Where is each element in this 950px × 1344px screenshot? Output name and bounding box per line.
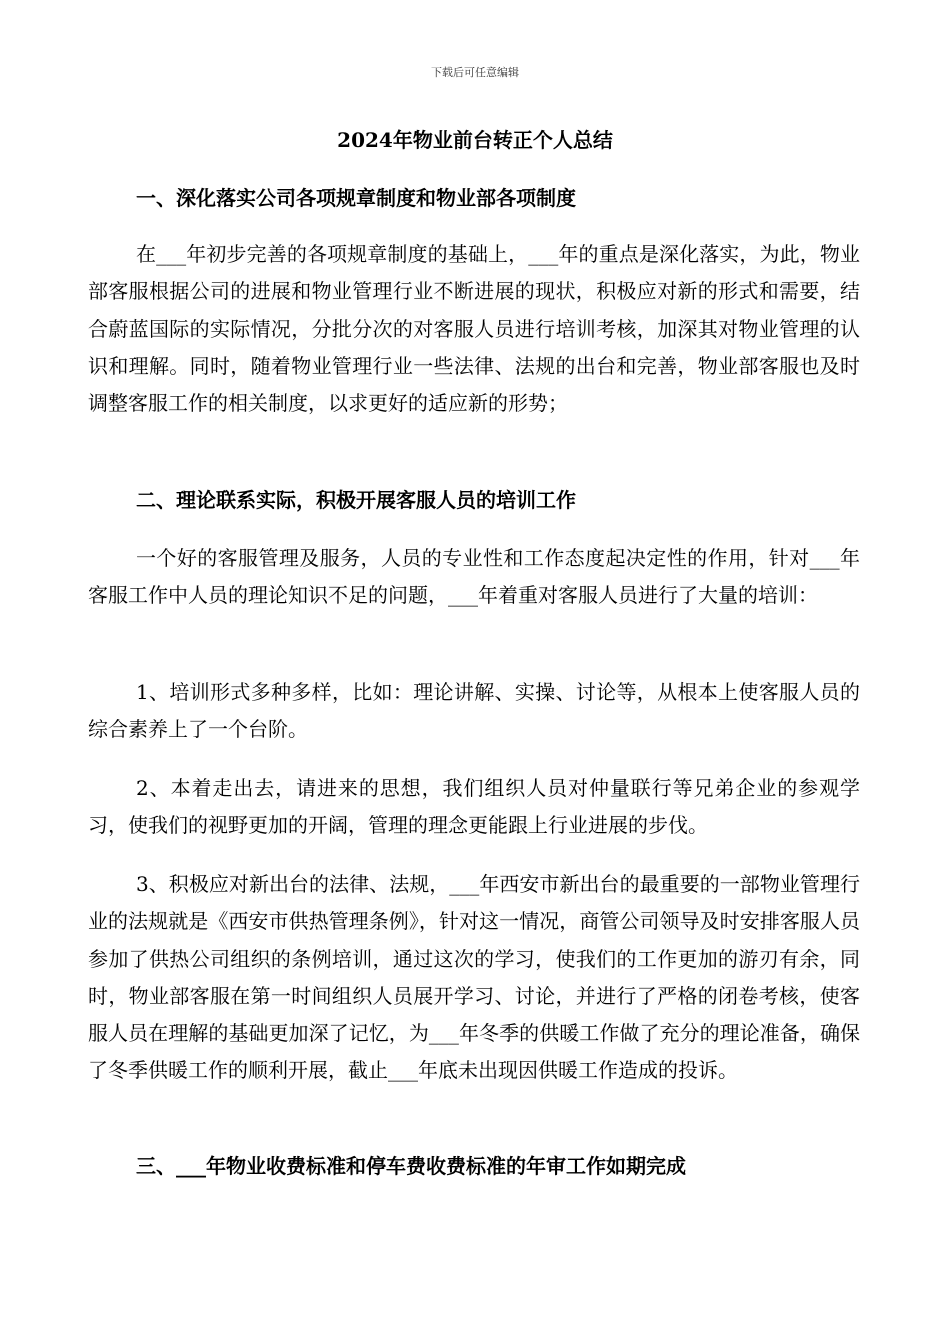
header-note: 下载后可任意编辑 xyxy=(431,66,519,79)
paragraph-1: 在___年初步完善的各项规章制度的基础上，___年的重点是深化落实，为此，物业部客服根据公司的进展和物业管理行业不断进展的现状，积极应对新的形式和需要，结合蔚蓝国际的实际情况，分批分次的对客服人员进行培训考核，加深其对物业管理的认识和理解。同时，随着物业管理行业一些法律、法规的出台和完善，物业部客服也及时调整客服工作的相关制度，以求更好的适应新的形势； xyxy=(88,242,860,416)
document-title: 2024年物业前台转正个人总结 xyxy=(337,128,613,152)
section-heading-2: 二、理论联系实际，积极开展客服人员的培训工作 xyxy=(136,488,576,512)
list-item-3: 3、积极应对新出台的法律、法规，___年西安市新出台的最重要的一部物业管理行业的法规就是《西安市供热管理条例》，针对这一情况，商管公司领导及时安排客服人员参加了供热公司组织的条例培训，通过这次的学习，使我们的工作更加的游刃有余，同时，物业部客服在第一时间组织人员展开学习、讨论，并进行了严格的闭卷考核，使客服人员在理解的基础更加深了记忆，为___年冬季的供暖工作做了充分的理论准备，确保了冬季供暖工作的顺利开展，截止___年底未出现因供暖工作造成的投诉。 xyxy=(88,872,860,1083)
paragraph-2: 一个好的客服管理及服务，人员的专业性和工作态度起决定性的作用，针对___年客服工作中人员的理论知识不足的问题，___年着重对客服人员进行了大量的培训： xyxy=(88,546,860,608)
section-heading-3: 三、___年物业收费标准和停车费收费标准的年审工作如期完成 xyxy=(136,1154,686,1178)
list-item-2: 2、本着走出去，请进来的思想，我们组织人员对仲量联行等兄弟企业的参观学习，使我们的视野更加的开阔，管理的理念更能跟上行业进展的步伐。 xyxy=(88,776,860,838)
section-heading-1: 一、深化落实公司各项规章制度和物业部各项制度 xyxy=(136,186,576,210)
list-item-1: 1、培训形式多种多样，比如：理论讲解、实操、讨论等，从根本上使客服人员的综合素养上了一个台阶。 xyxy=(88,680,860,742)
